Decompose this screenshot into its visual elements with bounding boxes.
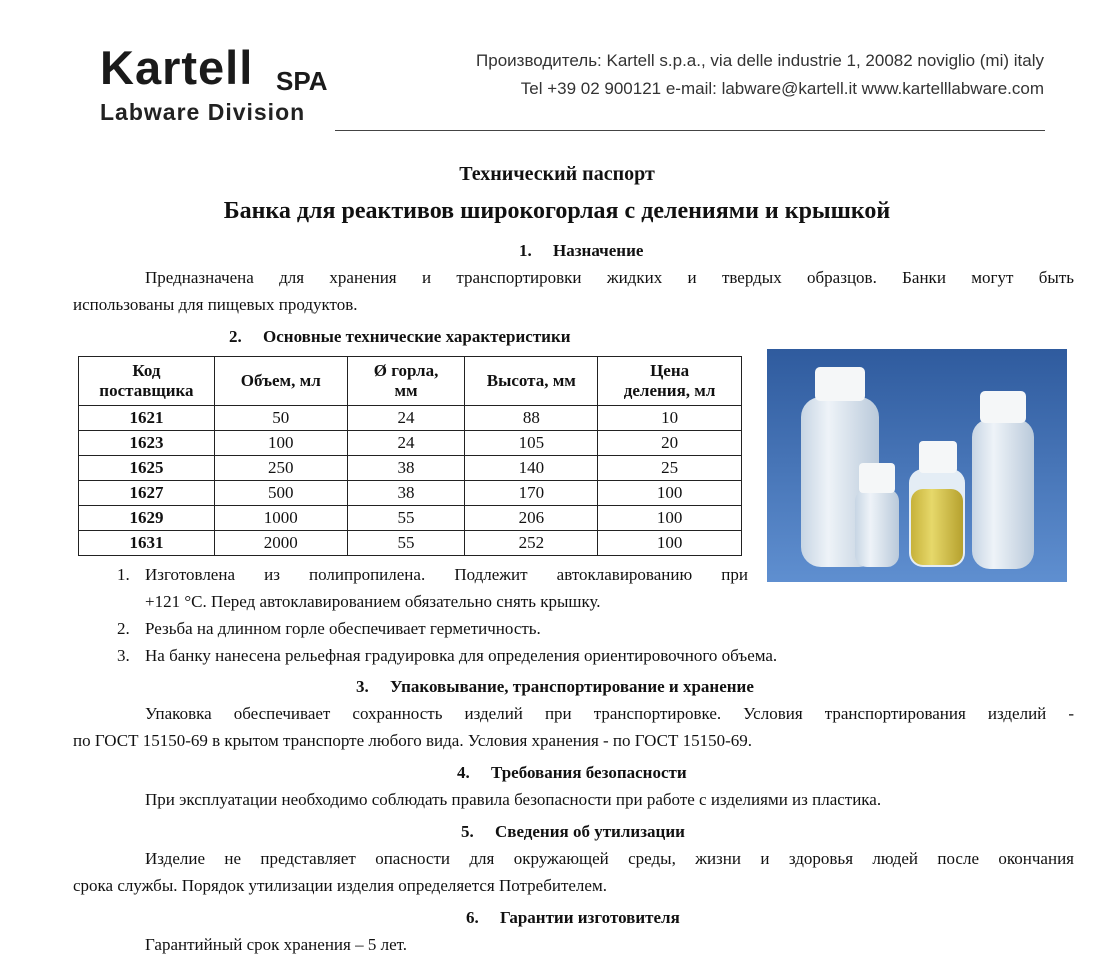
manufacturer-contacts: Tel +39 02 900121 e-mail: labware@kartell.it www.kartelllabware.com — [520, 79, 1044, 98]
document-title: Технический паспорт — [459, 163, 655, 185]
header-division: Цена деления, мл — [598, 357, 742, 406]
cell-height: 252 — [465, 531, 598, 556]
table-row — [79, 531, 742, 556]
header-height: Высота, мм — [465, 357, 598, 406]
note-number: 1. — [117, 565, 130, 584]
note-1 — [117, 561, 748, 615]
cell-height: 140 — [465, 456, 598, 481]
section-4-heading — [457, 763, 687, 783]
section-4-text — [73, 786, 1074, 813]
cell-height: 170 — [465, 481, 598, 506]
cell-code: 1627 — [79, 481, 215, 506]
cell-volume: 500 — [214, 481, 347, 506]
section-5-heading — [461, 822, 685, 842]
cell-neck: 38 — [347, 481, 465, 506]
note-2 — [117, 615, 1017, 642]
cell-volume: 100 — [214, 431, 347, 456]
cell-code: 1623 — [79, 431, 215, 456]
section-1-text — [73, 264, 1074, 318]
table-header-row — [79, 357, 742, 406]
section-5-text — [73, 845, 1074, 899]
brand-division: Labware Division — [100, 99, 306, 125]
document-subtitle: Банка для реактивов широкогорлая с делениями и крышкой — [223, 198, 891, 224]
section-number: 6. — [466, 908, 479, 927]
brand-logo-name: Kartell — [100, 41, 254, 94]
cell-volume: 50 — [214, 406, 347, 431]
cell-division: 100 — [598, 506, 742, 531]
note-text: Изготовлена из полипропилена. Подлежит автоклавированию при — [145, 565, 748, 584]
cell-division: 10 — [598, 406, 742, 431]
cell-division: 20 — [598, 431, 742, 456]
paragraph-line: по ГОСТ 15150-69 в крытом транспорте любого вида. Условия хранения - по ГОСТ 15150-69. — [73, 731, 753, 750]
cell-neck: 55 — [347, 531, 465, 556]
cell-height: 105 — [465, 431, 598, 456]
section-title: Упаковывание, транспортирование и хранение — [390, 677, 754, 696]
product-photo — [767, 349, 1067, 582]
bottle-large-right-icon — [972, 391, 1034, 569]
note-text: +121 °С. Перед автоклавированием обязательно снять крышку. — [145, 592, 601, 611]
note-3 — [117, 642, 1017, 669]
section-1-heading — [519, 241, 643, 261]
manufacturer-address: Производитель: Kartell s.p.a., via delle industrie 1, 20082 noviglio (mi) italy — [476, 51, 1044, 70]
cell-neck: 38 — [347, 456, 465, 481]
section-number: 3. — [356, 677, 369, 696]
table-row — [79, 481, 742, 506]
paragraph-line: При эксплуатации необходимо соблюдать правила безопасности при работе с изделиями из пластика. — [145, 790, 882, 809]
section-title: Сведения об утилизации — [495, 822, 685, 841]
table-row — [79, 406, 742, 431]
cell-division: 100 — [598, 531, 742, 556]
section-number: 1. — [519, 241, 532, 260]
table-row — [79, 456, 742, 481]
cell-code: 1625 — [79, 456, 215, 481]
section-number: 5. — [461, 822, 474, 841]
cell-division: 25 — [598, 456, 742, 481]
paragraph-line: Упаковка обеспечивает сохранность изделий при транспортировке. Условия транспортирования изделий - — [145, 704, 1074, 723]
cell-volume: 2000 — [214, 531, 347, 556]
cell-division: 100 — [598, 481, 742, 506]
cell-height: 88 — [465, 406, 598, 431]
section-title: Назначение — [553, 241, 644, 260]
section-number: 4. — [457, 763, 470, 782]
section-3-text — [73, 700, 1074, 754]
header-volume: Объем, мл — [214, 357, 347, 406]
cell-neck: 55 — [347, 506, 465, 531]
section-title: Основные технические характеристики — [263, 327, 571, 346]
section-title: Гарантии изготовителя — [500, 908, 680, 927]
cell-code: 1621 — [79, 406, 215, 431]
note-number: 3. — [117, 646, 130, 665]
brand-logo-suffix: SPA — [276, 66, 328, 96]
cell-code: 1629 — [79, 506, 215, 531]
cell-code: 1631 — [79, 531, 215, 556]
paragraph-line: Изделие не представляет опасности для окружающей среды, жизни и здоровья людей после окончания — [145, 849, 1074, 868]
section-title: Требования безопасности — [491, 763, 687, 782]
header-neck: Ø горла, мм — [347, 357, 465, 406]
table-row — [79, 506, 742, 531]
table-row — [79, 431, 742, 456]
section-number: 2. — [229, 327, 242, 346]
paragraph-line: Предназначена для хранения и транспортировки жидких и твердых образцов. Банки могут быть — [145, 268, 1074, 287]
section-6-heading — [466, 908, 680, 928]
spec-table — [78, 356, 742, 556]
note-text: Резьба на длинном горле обеспечивает герметичность. — [145, 619, 541, 638]
cell-volume: 250 — [214, 456, 347, 481]
section-6-text — [73, 931, 1074, 958]
header-divider — [335, 130, 1045, 131]
note-text: На банку нанесена рельефная градуировка для определения ориентировочного объема. — [145, 646, 778, 665]
cell-volume: 1000 — [214, 506, 347, 531]
section-3-heading — [356, 677, 754, 697]
note-number: 2. — [117, 619, 130, 638]
section-2-heading — [229, 327, 571, 347]
cell-neck: 24 — [347, 431, 465, 456]
header-code: Код поставщика — [79, 357, 215, 406]
cell-neck: 24 — [347, 406, 465, 431]
paragraph-line: использованы для пищевых продуктов. — [73, 295, 358, 314]
cell-height: 206 — [465, 506, 598, 531]
paragraph-line: срока службы. Порядок утилизации изделия определяется Потребителем. — [73, 876, 607, 895]
bottle-small-icon — [855, 463, 899, 567]
paragraph-line: Гарантийный срок хранения – 5 лет. — [145, 935, 408, 954]
